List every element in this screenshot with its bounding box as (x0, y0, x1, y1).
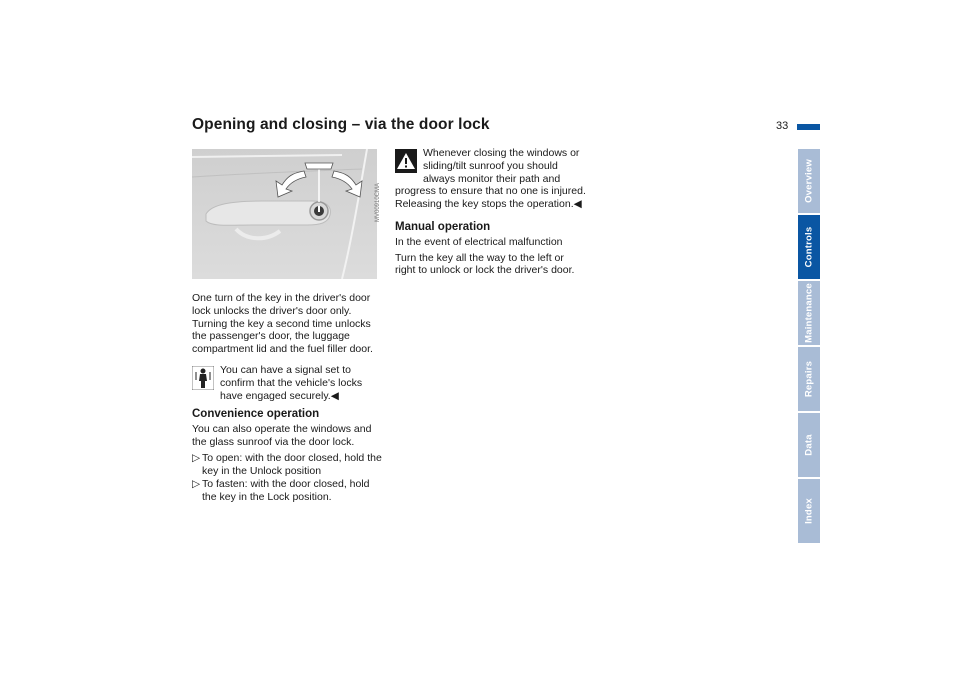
bullet-text: To fasten: with the door closed, hold the key in the Lock position. (202, 478, 370, 504)
page-number: 33 (776, 120, 789, 132)
page-title: Opening and closing – via the door lock (192, 116, 490, 133)
door-handle-drawing (192, 149, 377, 279)
warning-icon (395, 149, 417, 173)
bullet-arrow-icon: ▷ (192, 478, 201, 491)
convenience-heading: Convenience operation (192, 408, 320, 421)
info-note-text: You can have a signal set to confirm that the vehicle's locks have engaged securely.◀ (220, 363, 363, 402)
tab-repairs[interactable] (798, 347, 820, 411)
warning-note (395, 147, 587, 211)
list-item (192, 452, 384, 478)
left-column (192, 292, 384, 505)
warning-text: Whenever closing the windows or sliding/tilt sunroof you should always monitor their path and progress to ensure that no one is injured. Releasing the key stops the operation.◀ (395, 147, 586, 211)
bullet-text: To open: with the door closed, hold the key in the Unlock position (202, 451, 382, 477)
tab-index[interactable] (798, 479, 820, 543)
tab-controls[interactable] (798, 215, 820, 279)
section-tabs (798, 149, 820, 545)
convenience-text: You can also operate the windows and the glass sunroof via the door lock. (192, 423, 372, 448)
tab-controls-label: Controls (803, 226, 815, 268)
tab-data[interactable] (798, 413, 820, 477)
person-info-icon (192, 366, 214, 390)
manual-operation-heading: Manual operation (395, 220, 491, 233)
info-note (192, 364, 384, 402)
tab-maintenance[interactable] (798, 281, 820, 345)
figure-code: MV00910CMA (375, 182, 381, 222)
list-item (192, 478, 384, 504)
tab-maintenance-label: Maintenance (803, 283, 815, 343)
tab-data-label: Data (803, 434, 815, 456)
tab-overview[interactable] (798, 149, 820, 213)
intro-paragraph: One turn of the key in the driver's door lock unlocks the driver's door only. Turning the key a second time unlocks the passenger's door, the luggage compartment lid and the fuel filler door. (192, 292, 373, 356)
tab-index-label: Index (803, 498, 815, 524)
middle-column (395, 147, 587, 280)
manual-text-1: In the event of electrical malfunction (395, 235, 563, 248)
tab-repairs-label: Repairs (803, 360, 815, 398)
bullet-arrow-icon: ▷ (192, 451, 201, 464)
tab-overview-label: Overview (803, 159, 815, 203)
manual-text-2: Turn the key all the way to the left or right to unlock or lock the driver's door. (395, 251, 575, 277)
door-lock-illustration (192, 149, 377, 279)
page-marker (797, 124, 820, 130)
